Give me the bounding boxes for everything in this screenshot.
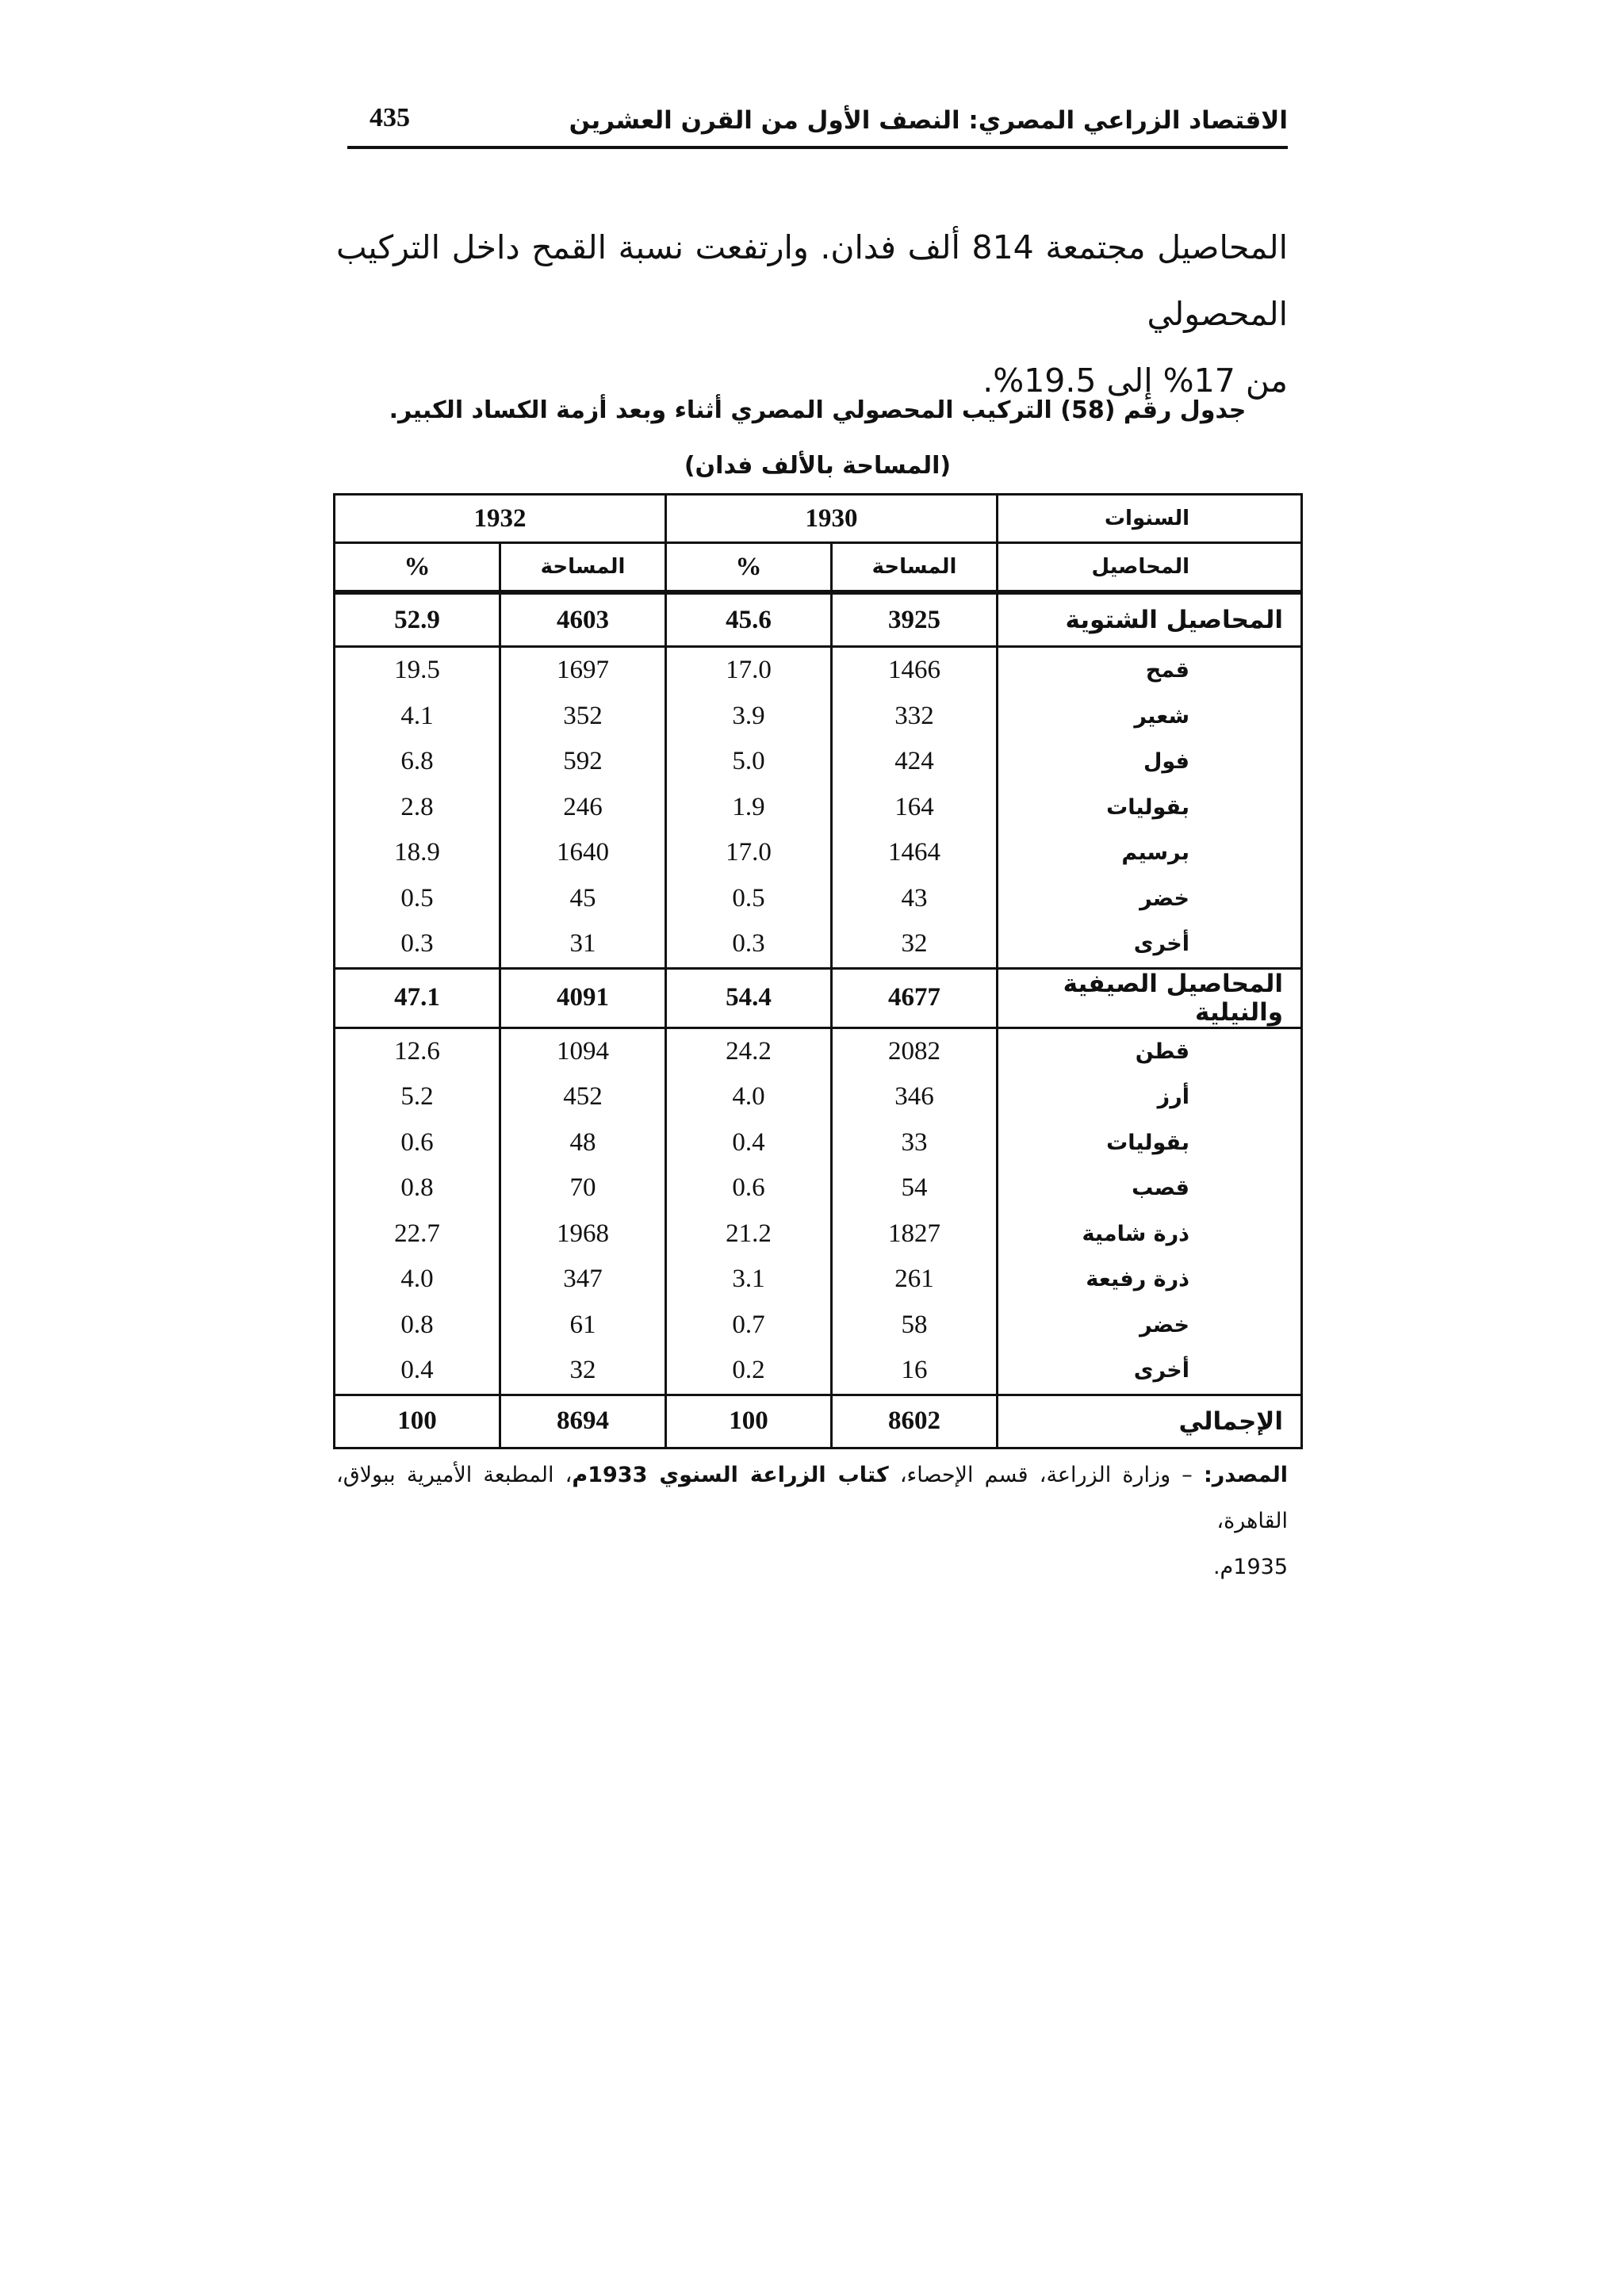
table-row (335, 1348, 1302, 1395)
area-1932-cell: 352 (500, 694, 666, 740)
percent-1930-cell: 4.0 (666, 1074, 832, 1120)
year-1930-header: 1930 (666, 495, 998, 543)
percent-1932-cell: 5.2 (335, 1074, 500, 1120)
area-1932-cell: 4603 (500, 592, 666, 647)
area-1930-cell: 261 (832, 1257, 998, 1303)
area-1932-cell: 45 (500, 876, 666, 922)
percent-1930-cell: 21.2 (666, 1211, 832, 1257)
total-row (335, 1395, 1302, 1448)
percent-1932-cell: 0.5 (335, 876, 500, 922)
crop-name-cell: ذرة رفيعة (998, 1257, 1302, 1303)
crop-name-cell: برسيم (998, 830, 1302, 876)
area-1930-cell: 332 (832, 694, 998, 740)
area-1930-cell: 33 (832, 1120, 998, 1166)
paragraph-line-2: من 17% إلى 19.5%. (982, 362, 1288, 400)
table-row (335, 1303, 1302, 1349)
area-1930-cell: 4677 (832, 968, 998, 1027)
table-row (335, 1074, 1302, 1120)
percent-1932-cell: 52.9 (335, 592, 500, 647)
source-line-1 (336, 1452, 1288, 1544)
running-header (347, 101, 1288, 149)
area-1932-cell: 246 (500, 785, 666, 831)
table-row (335, 1257, 1302, 1303)
crops-header: المحاصيل (998, 543, 1302, 593)
area-1932-cell: 347 (500, 1257, 666, 1303)
crop-name-cell: أخرى (998, 921, 1302, 968)
percent-1932-cell: 0.8 (335, 1165, 500, 1211)
area-1930-cell: 1464 (832, 830, 998, 876)
crop-name-cell: أخرى (998, 1348, 1302, 1395)
area-1932-cell: 31 (500, 921, 666, 968)
percent-1930-cell: 0.2 (666, 1348, 832, 1395)
crop-name-cell: بقوليات (998, 785, 1302, 831)
area-1932-header: المساحة (500, 543, 666, 593)
area-1932-cell: 1968 (500, 1211, 666, 1257)
area-1930-cell: 8602 (832, 1395, 998, 1448)
area-1930-cell: 32 (832, 921, 998, 968)
area-1930-cell: 1466 (832, 647, 998, 694)
percent-1932-cell: 6.8 (335, 739, 500, 785)
summer-crops-group-row (335, 968, 1302, 1027)
crop-name-cell: بقوليات (998, 1120, 1302, 1166)
crop-name-cell: قصب (998, 1165, 1302, 1211)
area-1932-cell: 48 (500, 1120, 666, 1166)
table-row (335, 1211, 1302, 1257)
percent-1930-cell: 0.5 (666, 876, 832, 922)
percent-1932-cell: 18.9 (335, 830, 500, 876)
running-header-title: الاقتصاد الزراعي المصري: النصف الأول من القرن العشرين (569, 106, 1288, 135)
crop-structure-table (333, 493, 1303, 1449)
area-1932-cell: 1094 (500, 1027, 666, 1074)
area-1930-cell: 43 (832, 876, 998, 922)
table-row (335, 830, 1302, 876)
area-1932-cell: 452 (500, 1074, 666, 1120)
percent-1932-cell: 2.8 (335, 785, 500, 831)
area-1932-cell: 8694 (500, 1395, 666, 1448)
area-1932-cell: 70 (500, 1165, 666, 1211)
percent-1930-cell: 45.6 (666, 592, 832, 647)
area-1930-cell: 2082 (832, 1027, 998, 1074)
source-text-2: ، المطبعة الأميرية ببولاق، القاهرة، (336, 1463, 1288, 1533)
percent-1930-cell: 17.0 (666, 830, 832, 876)
years-header: السنوات (998, 495, 1302, 543)
percent-1930-cell: 3.9 (666, 694, 832, 740)
area-1932-cell: 32 (500, 1348, 666, 1395)
table-row (335, 1120, 1302, 1166)
percent-1930-cell: 54.4 (666, 968, 832, 1027)
crop-name-cell: خضر (998, 876, 1302, 922)
table-row (335, 876, 1302, 922)
paragraph-line-1: المحاصيل مجتمعة 814 ألف فدان. وارتفعت نسبة القمح داخل التركيب المحصولي (336, 228, 1289, 333)
winter-crops-group-row (335, 592, 1302, 647)
area-1930-cell: 3925 (832, 592, 998, 647)
body-paragraph (336, 214, 1288, 414)
source-note (336, 1452, 1288, 1590)
area-1932-cell: 1640 (500, 830, 666, 876)
header-rule (347, 146, 1288, 149)
source-line-2: 1935م. (1212, 1555, 1288, 1579)
table-row (335, 739, 1302, 785)
percent-1932-cell: 0.6 (335, 1120, 500, 1166)
page-number: 435 (370, 103, 410, 132)
percent-1930-cell: 0.6 (666, 1165, 832, 1211)
percent-1932-cell: 100 (335, 1395, 500, 1448)
percent-1932-cell: 0.3 (335, 921, 500, 968)
year-1932-header: 1932 (335, 495, 666, 543)
area-1932-cell: 61 (500, 1303, 666, 1349)
percent-1930-cell: 1.9 (666, 785, 832, 831)
percent-1932-cell: 47.1 (335, 968, 500, 1027)
area-1930-cell: 346 (832, 1074, 998, 1120)
crop-name-cell: فول (998, 739, 1302, 785)
table-row (335, 694, 1302, 740)
percent-1932-cell: 19.5 (335, 647, 500, 694)
crop-name-cell: ذرة شامية (998, 1211, 1302, 1257)
source-book-title: كتاب الزراعة السنوي 1933م (572, 1463, 889, 1487)
percent-1932-cell: 4.0 (335, 1257, 500, 1303)
area-1930-cell: 1827 (832, 1211, 998, 1257)
percent-1930-cell: 0.7 (666, 1303, 832, 1349)
group-label: المحاصيل الصيفية والنيلية (998, 968, 1302, 1027)
percent-1932-header: % (335, 543, 500, 593)
table-unit-note: (المساحة بالألف فدان) (684, 452, 952, 480)
area-1932-cell: 4091 (500, 968, 666, 1027)
crop-name-cell: قمح (998, 647, 1302, 694)
percent-1930-cell: 17.0 (666, 647, 832, 694)
area-1930-cell: 164 (832, 785, 998, 831)
source-label: المصدر: (1203, 1463, 1288, 1487)
percent-1930-cell: 5.0 (666, 739, 832, 785)
crop-name-cell: خضر (998, 1303, 1302, 1349)
source-text-1: – وزارة الزراعة، قسم الإحصاء، (888, 1463, 1204, 1487)
group-label: المحاصيل الشتوية (998, 592, 1302, 647)
area-1930-cell: 54 (832, 1165, 998, 1211)
crop-name-cell: قطن (998, 1027, 1302, 1074)
percent-1932-cell: 12.6 (335, 1027, 500, 1074)
area-1932-cell: 1697 (500, 647, 666, 694)
percent-1932-cell: 0.4 (335, 1348, 500, 1395)
area-1930-cell: 58 (832, 1303, 998, 1349)
percent-1932-cell: 0.8 (335, 1303, 500, 1349)
table-row (335, 1027, 1302, 1074)
table-row (335, 785, 1302, 831)
crop-name-cell: شعير (998, 694, 1302, 740)
percent-1930-cell: 100 (666, 1395, 832, 1448)
table-header-columns-row (335, 543, 1302, 593)
percent-1932-cell: 4.1 (335, 694, 500, 740)
table-row (335, 1165, 1302, 1211)
table-caption: جدول رقم (58) التركيب المحصولي المصري أثناء وبعد أزمة الكساد الكبير. (389, 396, 1247, 424)
percent-1932-cell: 22.7 (335, 1211, 500, 1257)
total-label: الإجمالي (998, 1395, 1302, 1448)
percent-1930-cell: 3.1 (666, 1257, 832, 1303)
table-row (335, 647, 1302, 694)
percent-1930-header: % (666, 543, 832, 593)
area-1930-cell: 424 (832, 739, 998, 785)
table-row (335, 921, 1302, 968)
area-1930-cell: 16 (832, 1348, 998, 1395)
percent-1930-cell: 0.3 (666, 921, 832, 968)
table-header-years-row (335, 495, 1302, 543)
area-1930-header: المساحة (832, 543, 998, 593)
crop-name-cell: أرز (998, 1074, 1302, 1120)
percent-1930-cell: 24.2 (666, 1027, 832, 1074)
area-1932-cell: 592 (500, 739, 666, 785)
percent-1930-cell: 0.4 (666, 1120, 832, 1166)
